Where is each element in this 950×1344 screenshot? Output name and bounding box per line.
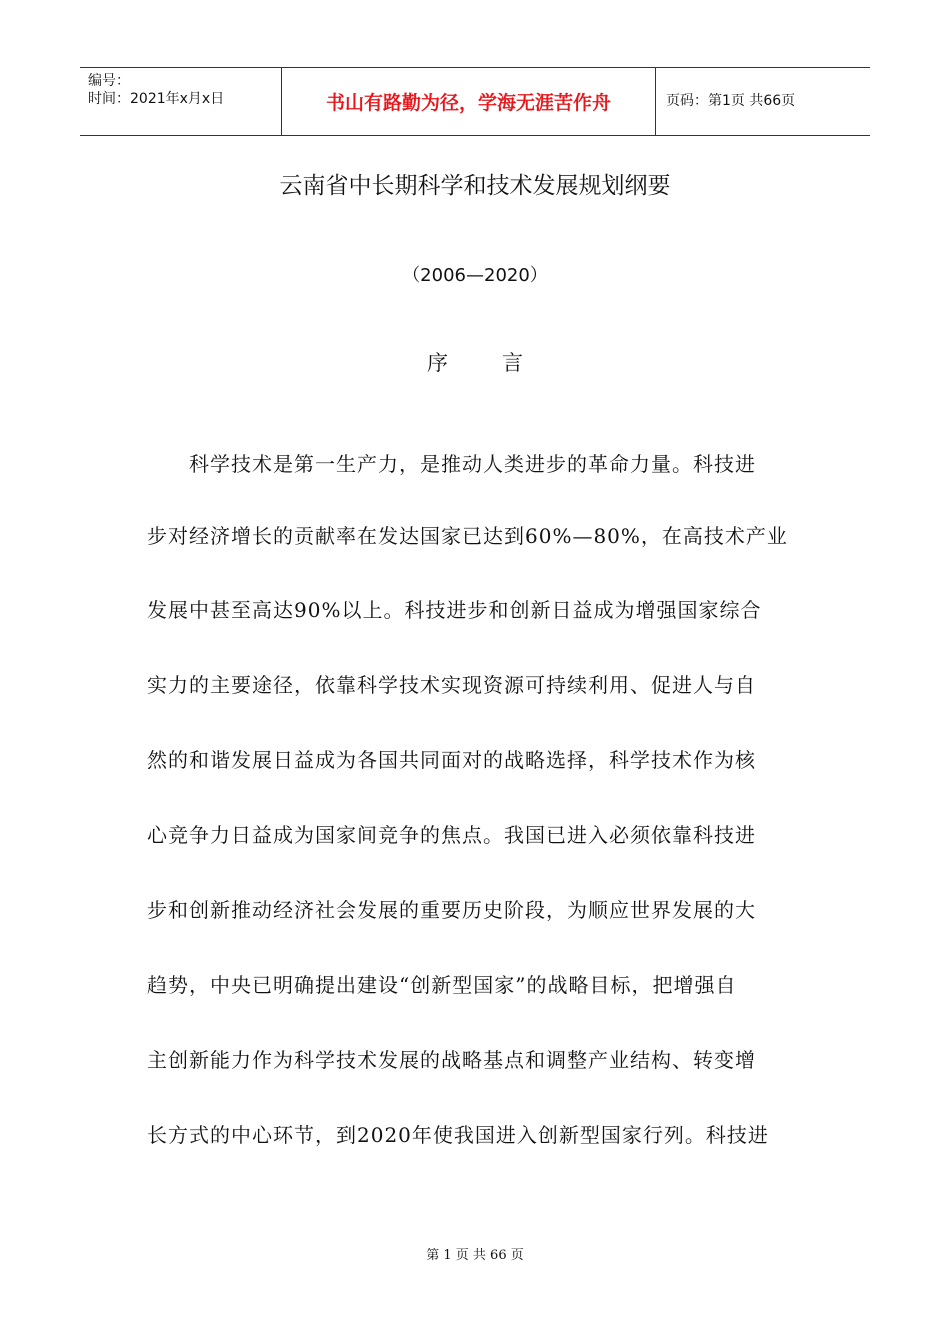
header-meta-cell — [80, 68, 282, 135]
paragraph-line: 步对经济增长的贡献率在发达国家已达到60%—80%，在高技术产业 — [147, 524, 788, 548]
paragraph-line: 科学技术是第一生产力，是推动人类进步的革命力量。科技进 — [189, 452, 756, 476]
section-heading: 序言 — [427, 351, 577, 375]
document-date-label: 时间：2021年x月x日 — [88, 91, 225, 107]
paragraph-line: 步和创新推动经济社会发展的重要历史阶段，为顺应世界发展的大 — [147, 898, 756, 922]
paragraph-line: 主创新能力作为科学技术发展的战略基点和调整产业结构、转变增 — [147, 1048, 756, 1072]
paragraph-line: 发展中甚至高达90%以上。科技进步和创新日益成为增强国家综合 — [147, 598, 762, 622]
header-motto: 书山有路勤为径，学海无涯苦作舟 — [282, 68, 656, 135]
page-footer: 第 1 页 共 66 页 — [426, 1248, 524, 1263]
paragraph-line: 然的和谐发展日益成为各国共同面对的战略选择，科学技术作为核 — [147, 748, 756, 772]
paragraph-line: 趋势，中央已明确提出建设“创新型国家”的战略目标，把增强自 — [147, 973, 737, 997]
paragraph-line: 长方式的中心环节，到2020年使我国进入创新型国家行列。科技进 — [147, 1123, 769, 1147]
document-number-label: 编号： — [88, 73, 130, 89]
paragraph-line: 实力的主要途径，依靠科学技术实现资源可持续利用、促进人与自 — [147, 673, 756, 697]
document-header — [80, 67, 870, 136]
header-page-info: 页码：第1页 共66页 — [666, 93, 796, 109]
paragraph-line: 心竞争力日益成为国家间竞争的焦点。我国已进入必须依靠科技进 — [147, 823, 756, 847]
document-subtitle: （2006—2020） — [402, 265, 548, 286]
document-title: 云南省中长期科学和技术发展规划纲要 — [279, 173, 671, 199]
